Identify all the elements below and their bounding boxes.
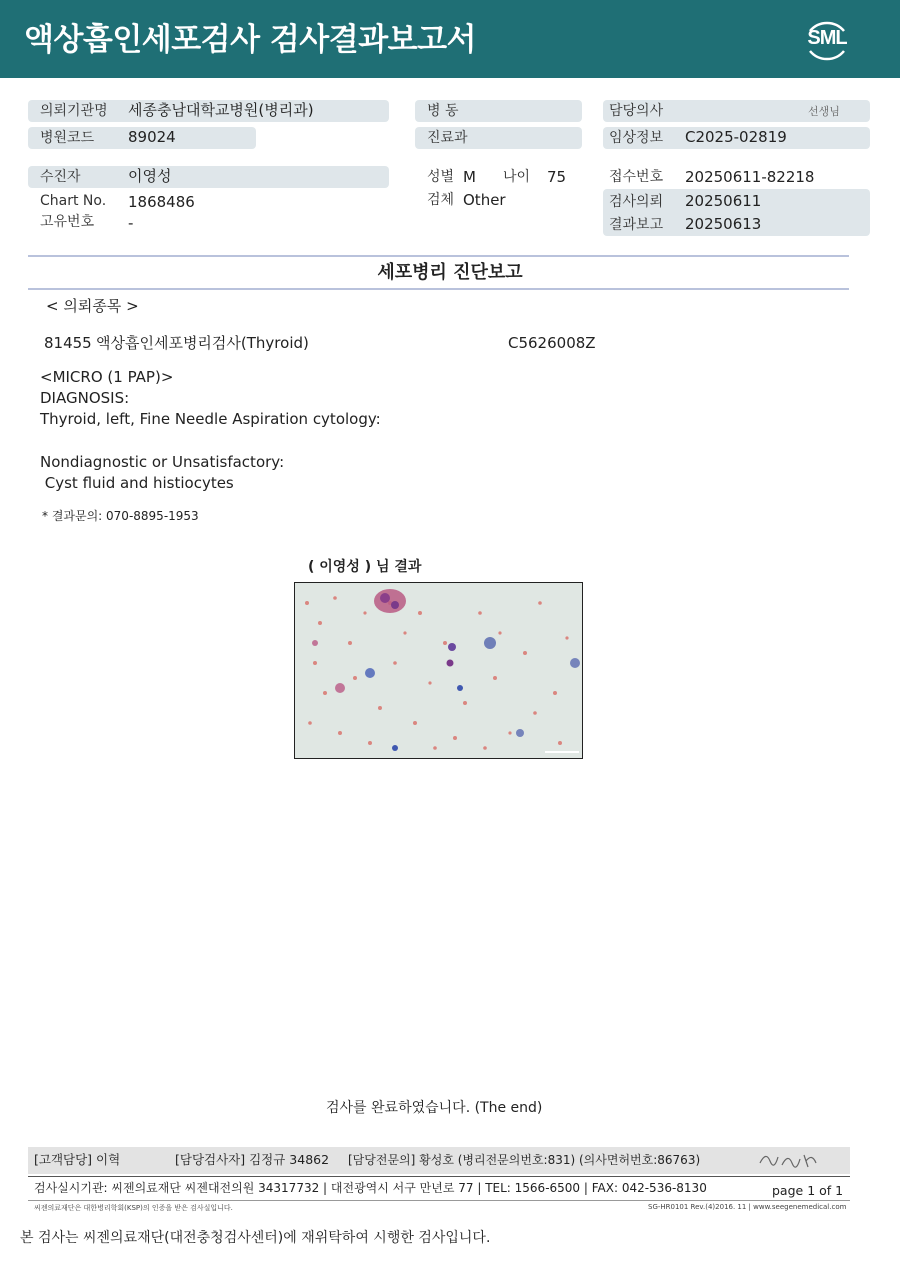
- footer-contact: [고객담당] 이혁: [34, 1152, 121, 1167]
- report-label: 결과보고: [609, 217, 664, 233]
- patient-value: 이영성: [128, 167, 172, 185]
- patient-field: [28, 166, 389, 188]
- footer-technician: [담당검사자] 김정규 34862: [175, 1152, 330, 1167]
- footer-rule: [28, 1176, 850, 1177]
- reception-value: 20250611-82218: [685, 168, 815, 186]
- footer-rule-2: [28, 1200, 850, 1201]
- age-value: 75: [547, 168, 567, 186]
- unique-label: 고유번호: [40, 214, 95, 230]
- institution-label: 의뢰기관명: [40, 103, 108, 119]
- clinical-value: C2025-02819: [685, 128, 787, 146]
- cytology-image: [294, 582, 583, 759]
- chart-label: Chart No.: [40, 193, 107, 209]
- dept-label: 진료과: [427, 130, 468, 146]
- age-label: 나이: [503, 169, 531, 185]
- ward-label: 병 동: [427, 103, 459, 119]
- report-header: [0, 0, 900, 78]
- result-line-category: Nondiagnostic or Unsatisfactory:: [40, 453, 285, 471]
- specimen-value: Other: [463, 191, 506, 209]
- chart-value: 1868486: [128, 193, 195, 211]
- end-text: 검사를 완료하였습니다. (The end): [326, 1100, 543, 1116]
- result-line-micro: <MICRO (1 PAP)>: [40, 368, 174, 386]
- result-line-site: Thyroid, left, Fine Needle Aspiration cytology:: [40, 410, 381, 428]
- section-divider-top: [28, 255, 849, 257]
- request-items-label: < 의뢰종목 >: [46, 297, 139, 315]
- test-name: 액상흡인세포병리검사(Thyroid): [96, 334, 309, 352]
- test-id: C5626008Z: [508, 334, 596, 352]
- doctor-suffix: 선생님: [808, 105, 840, 118]
- request-value: 20250611: [685, 192, 762, 210]
- footer-page: page 1 of 1: [772, 1183, 844, 1198]
- footer-doc-code: SG-HR0101 Rev.(4)2016. 11 | www.seegenemedical.com: [648, 1203, 847, 1211]
- result-line-finding: Cyst fluid and histiocytes: [40, 474, 234, 492]
- sex-value: M: [463, 168, 476, 186]
- signature: [758, 1149, 818, 1175]
- reception-label: 접수번호: [609, 169, 664, 185]
- footer-cert: 씨젠의료재단은 대한병리학회(KSP)의 인증을 받은 검사실입니다.: [34, 1204, 233, 1212]
- hospital-code-value: 89024: [128, 128, 176, 146]
- clinical-label: 임상정보: [609, 130, 664, 146]
- institution-value: 세종충남대학교병원(병리과): [128, 101, 314, 119]
- specimen-label: 검체: [427, 192, 455, 208]
- doctor-label: 담당의사: [609, 103, 664, 119]
- request-label: 검사의뢰: [609, 194, 664, 210]
- footer-note: 본 검사는 씨젠의료재단(대전충청검사센터)에 재위탁하여 시행한 검사입니다.: [20, 1230, 491, 1246]
- inquiry-text: * 결과문의: 070-8895-1953: [42, 509, 199, 523]
- image-caption: ( 이영성 ) 님 결과: [308, 559, 422, 575]
- report-title: 액상흡인세포검사 검사결과보고서: [24, 22, 476, 58]
- unique-value: -: [128, 214, 134, 232]
- sex-label: 성별: [427, 169, 455, 185]
- patient-label: 수진자: [40, 169, 81, 185]
- footer-specialist: [담당전문의] 황성호 (병리전문의번호:831) (의사면허번호:86763): [348, 1153, 701, 1167]
- sml-logo: [800, 13, 854, 67]
- hospital-code-label: 병원코드: [40, 130, 95, 146]
- report-value: 20250613: [685, 215, 762, 233]
- section-divider-bottom: [28, 288, 849, 290]
- test-code: 81455: [44, 334, 92, 352]
- result-line-diagnosis: DIAGNOSIS:: [40, 389, 130, 407]
- logo-text: SML: [807, 27, 847, 49]
- footer-institution: 검사실시기관: 씨젠의료재단 씨젠대전의원 34317732 | 대전광역시 서구 만년로 77 | TEL: 1566-6500 | FAX: 042-536-8130: [34, 1181, 707, 1195]
- section-title: 세포병리 진단보고: [377, 262, 523, 283]
